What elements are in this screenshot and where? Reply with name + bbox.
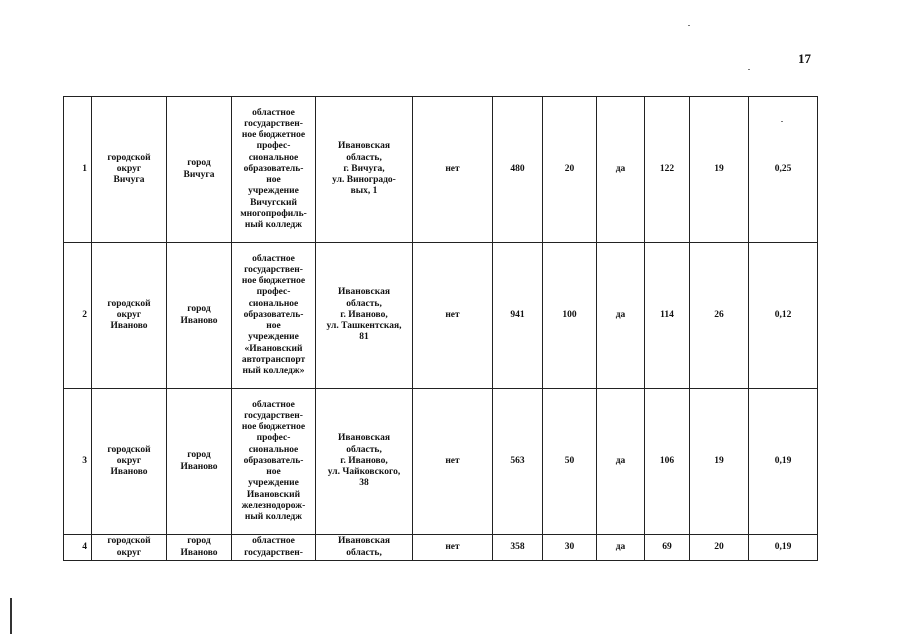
city-cell-line: город — [187, 450, 211, 461]
scan-speck — [688, 25, 690, 26]
page-number: 17 — [798, 51, 811, 66]
city-cell — [167, 389, 232, 535]
value-cell-11: 26 — [690, 243, 749, 389]
ratio-cell: 0,19 — [749, 535, 818, 561]
district-cell-line: округ — [116, 547, 142, 558]
row-number-cell: 4 — [64, 535, 92, 561]
address-cell-line: ул. Ташкентская, — [326, 321, 402, 332]
city-cell-line: Иваново — [180, 547, 218, 558]
address-cell-line: ул. Виноградо- — [332, 175, 396, 186]
availability-cell: нет — [413, 243, 493, 389]
institution-cell-line: профес- — [256, 433, 291, 444]
district-cell-line: округ — [116, 163, 142, 174]
margin-scan-line — [10, 598, 12, 634]
ratio-cell: 0,12 — [749, 243, 818, 389]
institution-cell-line: государствен- — [244, 547, 303, 558]
row-number-cell: 3 — [64, 389, 92, 535]
institution-cell-line: государствен- — [244, 265, 303, 276]
institution-cell-line: образователь- — [243, 163, 304, 174]
institution-cell — [232, 389, 316, 535]
institution-cell-line: государствен- — [244, 119, 303, 130]
availability-cell: нет — [413, 535, 493, 561]
address-cell-line: Ивановская — [338, 141, 390, 152]
value-cell-7: 358 — [493, 535, 543, 561]
city-cell — [167, 243, 232, 389]
city-cell-line: город — [187, 536, 211, 547]
value-cell-7: 941 — [493, 243, 543, 389]
institution-cell-line: ное бюджетное — [241, 276, 306, 287]
institution-cell-line: ное — [266, 321, 281, 332]
city-cell-line: Иваново — [180, 315, 218, 326]
district-cell-line: Иваново — [110, 321, 148, 332]
institution-cell-line: областное — [252, 536, 295, 547]
city-cell-line: город — [187, 304, 211, 315]
institution-cell-line: ный колледж» — [242, 365, 305, 376]
value-cell-8: 30 — [543, 535, 597, 561]
value-cell-11: 19 — [690, 389, 749, 535]
value-cell-10: 114 — [645, 243, 690, 389]
institutions-table — [63, 96, 818, 561]
address-cell-line: 81 — [359, 332, 369, 343]
address-cell-line: Ивановская — [338, 433, 390, 444]
district-cell-line: городской — [107, 444, 151, 455]
address-cell-line: г. Иваново, — [340, 309, 388, 320]
institution-cell-line: ное — [266, 175, 281, 186]
value-cell-8: 50 — [543, 389, 597, 535]
institution-cell-line: Ивановский — [246, 489, 301, 500]
value-cell-7: 480 — [493, 97, 543, 243]
institution-cell-line: учреждение — [248, 186, 299, 197]
value-cell-8: 20 — [543, 97, 597, 243]
scan-speck — [748, 69, 750, 70]
institution-cell-line: государствен- — [244, 411, 303, 422]
value-cell-11: 20 — [690, 535, 749, 561]
institution-cell-line: ное — [266, 467, 281, 478]
institution-cell — [232, 97, 316, 243]
institution-cell-line: областное — [252, 253, 295, 264]
address-cell — [316, 97, 413, 243]
institution-cell — [232, 535, 316, 561]
value-cell-10: 122 — [645, 97, 690, 243]
address-cell — [316, 535, 413, 561]
value-cell-8: 100 — [543, 243, 597, 389]
institution-cell-line: ный колледж — [244, 219, 303, 230]
address-cell-line: вых, 1 — [350, 186, 378, 197]
address-cell — [316, 243, 413, 389]
value-cell-10: 106 — [645, 389, 690, 535]
institution-cell-line: областное — [252, 107, 295, 118]
district-cell — [92, 389, 167, 535]
address-cell-line: область, — [346, 152, 382, 163]
yes-cell: да — [597, 535, 645, 561]
address-cell-line: ул. Чайковского, — [327, 467, 401, 478]
institution-cell-line: сиональное — [248, 444, 299, 455]
address-cell-line: 38 — [359, 478, 369, 489]
institution-cell-line: областное — [252, 399, 295, 410]
district-cell-line: округ — [116, 309, 142, 320]
city-cell-line: Иваново — [180, 461, 218, 472]
district-cell-line: округ — [116, 455, 142, 466]
district-cell — [92, 535, 167, 561]
address-cell-line: г. Вичуга, — [343, 163, 385, 174]
institution-cell-line: образователь- — [243, 309, 304, 320]
city-cell — [167, 97, 232, 243]
institution-cell-line: учреждение — [248, 332, 299, 343]
ratio-cell: 0,19 — [749, 389, 818, 535]
institution-cell-line: автотранспорт — [241, 354, 306, 365]
address-cell-line: область, — [346, 444, 382, 455]
address-cell-line: Ивановская — [338, 287, 390, 298]
institution-cell-line: Вичугский — [250, 197, 297, 208]
institution-cell-line: профес- — [256, 287, 291, 298]
city-cell-line: город — [187, 158, 211, 169]
district-cell — [92, 97, 167, 243]
yes-cell: да — [597, 243, 645, 389]
institution-cell-line: образователь- — [243, 455, 304, 466]
table-row — [64, 389, 818, 535]
address-cell-line: область, — [346, 298, 382, 309]
address-cell — [316, 389, 413, 535]
value-cell-7: 563 — [493, 389, 543, 535]
row-number-cell: 1 — [64, 97, 92, 243]
scan-speck — [781, 121, 783, 122]
district-cell-line: городской — [107, 536, 151, 547]
institution-cell-line: ное бюджетное — [241, 422, 306, 433]
ratio-cell: 0,25 — [749, 97, 818, 243]
institution-cell-line: ное бюджетное — [241, 130, 306, 141]
institution-cell-line: профес- — [256, 141, 291, 152]
address-cell-line: Ивановская — [338, 536, 390, 547]
city-cell-line: Вичуга — [183, 169, 215, 180]
district-cell-line: городской — [107, 152, 151, 163]
address-cell-line: область, — [346, 547, 382, 558]
institution-cell-line: учреждение — [248, 478, 299, 489]
institution-cell-line: сиональное — [248, 152, 299, 163]
row-number-cell: 2 — [64, 243, 92, 389]
institution-cell-line: ный колледж — [244, 511, 303, 522]
address-cell-line: г. Иваново, — [340, 455, 388, 466]
institution-cell — [232, 243, 316, 389]
institution-cell-line: сиональное — [248, 298, 299, 309]
availability-cell: нет — [413, 97, 493, 243]
value-cell-10: 69 — [645, 535, 690, 561]
institution-cell-line: многопрофиль- — [240, 208, 307, 219]
district-cell-line: Иваново — [110, 467, 148, 478]
institution-cell-line: железнодорож- — [241, 500, 306, 511]
table-row — [64, 535, 818, 561]
yes-cell: да — [597, 97, 645, 243]
value-cell-11: 19 — [690, 97, 749, 243]
district-cell — [92, 243, 167, 389]
institution-cell-line: «Ивановский — [244, 343, 303, 354]
availability-cell: нет — [413, 389, 493, 535]
district-cell-line: городской — [107, 298, 151, 309]
table-row — [64, 97, 818, 243]
district-cell-line: Вичуга — [113, 175, 145, 186]
table-body — [64, 97, 818, 561]
table-row — [64, 243, 818, 389]
yes-cell: да — [597, 389, 645, 535]
city-cell — [167, 535, 232, 561]
